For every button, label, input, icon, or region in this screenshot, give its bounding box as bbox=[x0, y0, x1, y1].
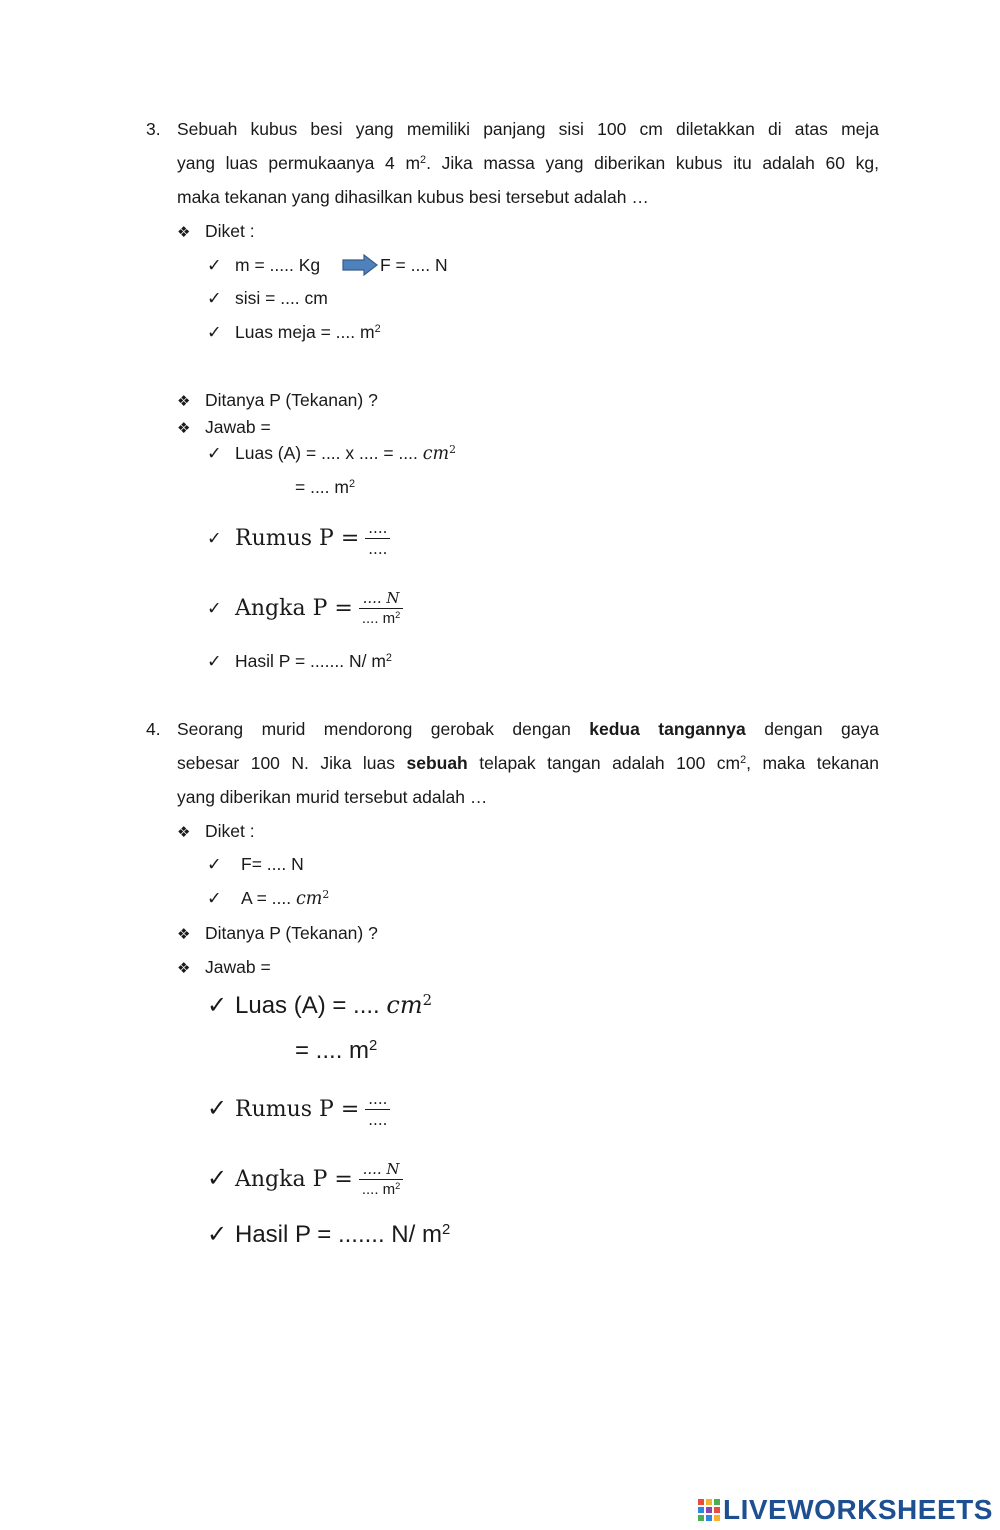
q4-diket-label: Diket : bbox=[205, 821, 255, 841]
q3-hasil-item: Hasil P = ....... N/ m bbox=[235, 651, 386, 671]
check-icon: ✓ bbox=[207, 1221, 228, 1248]
q4-ditanya-row bbox=[177, 922, 378, 946]
q3-diket-row bbox=[177, 220, 255, 244]
q3-mass-item: m = ..... Kg bbox=[235, 255, 321, 275]
question-3-line-3: maka tekanan yang dihasilkan kubus besi tersebut adalah … bbox=[177, 187, 649, 207]
question-4-number: 4. bbox=[146, 719, 161, 739]
right-arrow-icon bbox=[342, 254, 378, 276]
question-3-line-2: yang luas permukaanya 4 $m^2$. Jika massa yang diberikan kubus itu adalah 60 kg, bbox=[177, 153, 880, 173]
liveworksheets-mark-icon bbox=[697, 1497, 721, 1523]
q4-ditanya-label: Ditanya P (Tekanan) ? bbox=[205, 923, 378, 943]
question-3-number: 3. bbox=[146, 119, 161, 139]
q4-rumus-row bbox=[207, 1086, 390, 1132]
check-icon: ✓ bbox=[207, 443, 222, 463]
q3-hasil-row: ✓ Hasil P = ....... N/ $m^2$ bbox=[207, 651, 392, 671]
q3-sisi-row bbox=[207, 287, 328, 309]
q3-diket-label: Diket : bbox=[205, 221, 255, 241]
q4-jawab-row bbox=[177, 956, 271, 980]
q3-mass-row bbox=[207, 254, 320, 276]
q3-luas-a-item: Luas (A) = .... x .... = .... bbox=[235, 443, 423, 463]
check-icon: ✓ bbox=[207, 322, 222, 342]
q3-ditanya-label: Ditanya P (Tekanan) ? bbox=[205, 390, 378, 410]
q4-luas-a-m2: = .... $m^2$ bbox=[295, 1037, 378, 1064]
check-icon: ✓ bbox=[207, 255, 222, 275]
q3-ditanya-row bbox=[177, 389, 378, 413]
diamond-bullet-icon: ❖ bbox=[177, 393, 191, 410]
q4-luas-a-item: Luas (A) = .... bbox=[235, 992, 387, 1019]
q4-rumus-fraction: $\frac{....}{....}$ bbox=[365, 1090, 390, 1129]
q4-hasil-item: Hasil P = ....... N/ m bbox=[235, 1221, 442, 1248]
check-icon: ✓ bbox=[207, 1095, 228, 1122]
check-icon: ✓ bbox=[207, 288, 222, 308]
q4-angka-label: Angka P = bbox=[235, 1166, 353, 1192]
q3-luas-meja-row: ✓ Luas meja = .... $m^2$ bbox=[207, 322, 381, 342]
q3-luas-a-m2: = .... $m^2$ bbox=[295, 477, 356, 497]
q3-rumus-row bbox=[207, 515, 390, 561]
q4-luas-a-row: ✓ Luas (A) = .... $cm^2$ bbox=[207, 990, 433, 1019]
q4-hasil-row: ✓ Hasil P = ....... N/ $m^2$ bbox=[207, 1221, 451, 1248]
check-icon: ✓ bbox=[207, 651, 222, 671]
diamond-bullet-icon: ❖ bbox=[177, 926, 191, 943]
q3-angka-label: Angka P = bbox=[235, 595, 353, 621]
q4-area-item: A = .... bbox=[241, 888, 296, 908]
q3-angka-fraction: $\frac{.... N}{.... m^2}$ bbox=[359, 589, 404, 628]
q3-rumus-fraction: $\frac{....}{....}$ bbox=[365, 519, 390, 558]
q4-force-item: F= .... N bbox=[241, 854, 304, 874]
question-3-text bbox=[177, 112, 879, 214]
check-icon: ✓ bbox=[207, 598, 222, 618]
q3-sisi-item: sisi = .... cm bbox=[235, 288, 328, 308]
q3-luas-a-row: ✓ Luas (A) = .... x .... = .... $cm^2$ bbox=[207, 443, 457, 464]
diamond-bullet-icon: ❖ bbox=[177, 824, 191, 841]
q3-luas-meja-item: Luas meja = .... m bbox=[235, 322, 375, 342]
q3-jawab-label: Jawab = bbox=[205, 417, 271, 437]
question-4-line-1: Seorang murid mendorong gerobak dengan kedua tangannya dengan gaya bbox=[177, 719, 879, 739]
diamond-bullet-icon: ❖ bbox=[177, 420, 191, 437]
q4-area-row: ✓ A = .... $cm^2$ bbox=[207, 888, 330, 909]
diamond-bullet-icon: ❖ bbox=[177, 224, 191, 241]
q4-angka-fraction: $\frac{.... N}{.... m^2}$ bbox=[359, 1160, 404, 1199]
check-icon: ✓ bbox=[207, 888, 222, 908]
check-icon: ✓ bbox=[207, 854, 222, 874]
question-4-line-2: sebesar 100 N. Jika luas sebuah telapak tangan adalah 100 $cm^2$, maka tekanan bbox=[177, 753, 879, 773]
q4-diket-row bbox=[177, 820, 255, 844]
q3-jawab-row bbox=[177, 416, 271, 440]
check-icon: ✓ bbox=[207, 992, 228, 1019]
q4-force-row bbox=[207, 853, 304, 875]
check-icon: ✓ bbox=[207, 1165, 228, 1192]
q3-rumus-label: Rumus P = bbox=[235, 525, 360, 551]
liveworksheets-logo-text: LIVEWORKSHEETS bbox=[723, 1494, 993, 1525]
question-4-text bbox=[177, 712, 879, 814]
liveworksheets-logo[interactable] bbox=[697, 1493, 993, 1527]
q4-angka-row bbox=[207, 1155, 403, 1203]
question-3-line-1: Sebuah kubus besi yang memiliki panjang sisi 100 cm diletakkan di atas meja bbox=[177, 119, 879, 139]
check-icon: ✓ bbox=[207, 528, 222, 548]
question-4-line-3: yang diberikan murid tersebut adalah … bbox=[177, 787, 488, 807]
q4-jawab-label: Jawab = bbox=[205, 957, 271, 977]
diamond-bullet-icon: ❖ bbox=[177, 960, 191, 977]
q4-rumus-label: Rumus P = bbox=[235, 1096, 360, 1122]
q3-force-item: F = .... N bbox=[380, 255, 448, 275]
q3-angka-row bbox=[207, 584, 403, 632]
